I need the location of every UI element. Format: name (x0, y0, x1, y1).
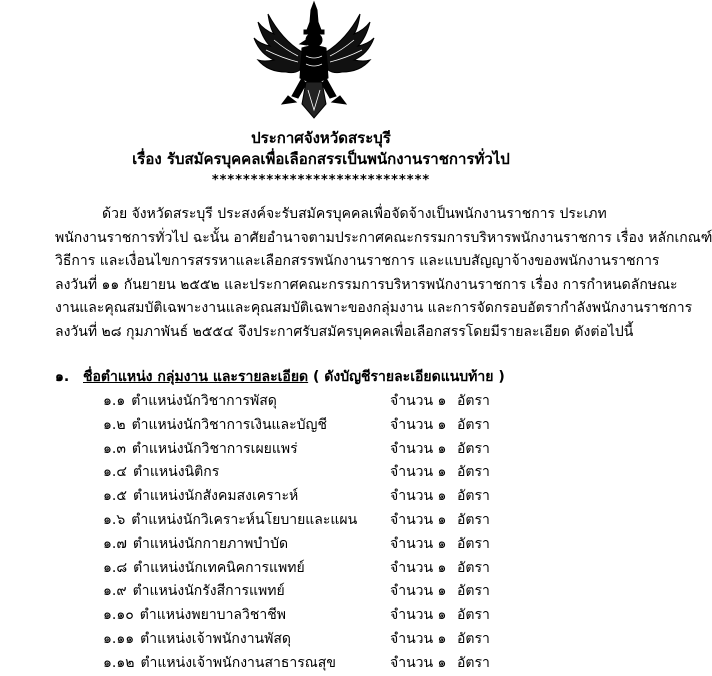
item-number: ๑.๑๑ (103, 630, 135, 647)
item-position: ตำแหน่งนิติกร (132, 464, 220, 481)
paragraph-line: วิธีการ และเงื่อนไขการสรรหาและเลือกสรรพนักงานราชการ และแบบสัญญาจ้างของพนักงานราชการ (55, 253, 660, 270)
item-quantity: จำนวน ๑ (390, 488, 447, 505)
item-position: ตำแหน่งนักวิชาการเผยแพร่ (131, 440, 298, 457)
item-unit: อัตรา (457, 630, 490, 647)
item-quantity: จำนวน ๑ (390, 393, 447, 409)
position-name (103, 509, 357, 533)
list-item (103, 485, 603, 509)
item-number: ๑.๖ (103, 511, 126, 528)
item-position: ตำแหน่งนักสังคมสงเคราะห์ (132, 488, 299, 505)
list-item (103, 438, 603, 462)
garuda-emblem-icon (252, 0, 376, 122)
position-name (103, 461, 219, 485)
item-position: ตำแหน่งเจ้าพนักงานสาธารณสุข (140, 654, 336, 671)
section-title: ชื่อตำแหน่ง กลุ่มงาน และรายละเอียด (83, 369, 309, 385)
section-note: ( ดังบัญชีรายละเอียดแนบท้าย ) (308, 369, 505, 385)
item-unit: อัตรา (457, 511, 490, 528)
paragraph-line: ลงวันที่ ๒๘ กุมภาพันธ์ ๒๕๕๔ จึงประกาศรับสมัครบุคคลเพื่อเลือกสรรโดยมีรายละเอียด ดังต่อไปนี้ (55, 323, 634, 340)
item-number: ๑.๓ (103, 440, 126, 457)
item-position: ตำแหน่งนักวิชาการพัสดุ (131, 393, 277, 409)
item-number: ๑.๔ (103, 464, 127, 481)
position-name (103, 652, 336, 676)
item-position: ตำแหน่งนักรังสีการแพทย์ (132, 583, 285, 600)
position-list (103, 390, 603, 676)
item-number: ๑.๘ (103, 559, 128, 576)
item-quantity: จำนวน ๑ (390, 559, 447, 576)
announcement-title: ประกาศจังหวัดสระบุรี (251, 129, 391, 147)
list-item (103, 414, 603, 438)
position-name (103, 604, 286, 628)
list-item (103, 580, 603, 604)
item-position: ตำแหน่งนักกายภาพบำบัด (132, 535, 289, 552)
position-name (103, 628, 291, 652)
list-item (103, 604, 603, 628)
position-name (103, 390, 277, 414)
item-number: ๑.๗ (103, 535, 127, 552)
section-number: ๑. (55, 369, 70, 385)
star-divider: **************************** (211, 173, 431, 188)
item-quantity: จำนวน ๑ (390, 416, 447, 433)
list-item (103, 533, 603, 557)
item-unit: อัตรา (457, 607, 490, 624)
paragraph-line: งานและคุณสมบัติเฉพาะงานและคุณสมบัติเฉพาะของกลุ่มงาน และการจัดกรอบอัตรากำลังพนักงานราชการ (55, 300, 693, 317)
item-number: ๑.๑๐ (103, 607, 134, 624)
item-unit: อัตรา (457, 535, 490, 552)
item-quantity: จำนวน ๑ (390, 440, 447, 457)
paragraph-line: ด้วย จังหวัดสระบุรี ประสงค์จะรับสมัครบุคคลเพื่อจัดจ้างเป็นพนักงานราชการ ประเภท (102, 206, 607, 222)
item-quantity: จำนวน ๑ (390, 607, 447, 624)
item-quantity: จำนวน ๑ (390, 511, 447, 528)
item-unit: อัตรา (457, 654, 490, 671)
item-unit: อัตรา (457, 583, 490, 600)
item-position: ตำแหน่งพยาบาลวิชาชีพ (139, 607, 286, 624)
position-name (103, 533, 288, 557)
item-unit: อัตรา (457, 488, 490, 505)
position-name (103, 557, 305, 581)
item-number: ๑.๑ (103, 393, 126, 409)
item-position: ตำแหน่งนักเทคนิคการแพทย์ (133, 559, 305, 576)
item-number: ๑.๑๒ (103, 654, 135, 671)
body-paragraph (55, 203, 712, 345)
item-unit: อัตรา (457, 416, 490, 433)
announcement-subject: เรื่อง รับสมัครบุคคลเพื่อเลือกสรรเป็นพนักงานราชการทั่วไป (132, 150, 510, 168)
item-quantity: จำนวน ๑ (390, 654, 447, 671)
list-item (103, 652, 603, 676)
list-item (103, 557, 603, 581)
position-name (103, 438, 298, 462)
item-number: ๑.๕ (103, 488, 127, 505)
list-item (103, 461, 603, 485)
paragraph-line: พนักงานราชการทั่วไป ฉะนั้น อาศัยอำนาจตามประกาศคณะกรรมการบริหารพนักงานราชการ เรื่อง หลักเกณฑ์ (55, 229, 712, 246)
position-name (103, 580, 285, 604)
item-position: ตำแหน่งนักวิชาการเงินและบัญชี (131, 416, 327, 433)
item-position: ตำแหน่งเจ้าพนักงานพัสดุ (140, 630, 291, 647)
item-quantity: จำนวน ๑ (390, 583, 447, 600)
item-unit: อัตรา (457, 464, 490, 481)
list-item (103, 509, 603, 533)
item-unit: อัตรา (457, 559, 490, 576)
item-number: ๑.๙ (103, 583, 127, 600)
item-quantity: จำนวน ๑ (390, 535, 447, 552)
item-quantity: จำนวน ๑ (390, 464, 447, 481)
item-position: ตำแหน่งนักวิเคราะห์นโยบายและแผน (131, 511, 358, 528)
position-name (103, 485, 298, 509)
item-quantity: จำนวน ๑ (390, 630, 447, 647)
item-unit: อัตรา (457, 440, 490, 457)
item-number: ๑.๒ (103, 416, 126, 433)
section-heading (55, 366, 505, 388)
item-unit: อัตรา (457, 393, 490, 409)
position-name (103, 414, 327, 438)
paragraph-line: ลงวันที่ ๑๑ กันยายน ๒๕๕๒ และประกาศคณะกรรมการบริหารพนักงานราชการ เรื่อง การกำหนดลักษณะ (55, 276, 678, 293)
list-item (103, 390, 603, 414)
list-item (103, 628, 603, 652)
